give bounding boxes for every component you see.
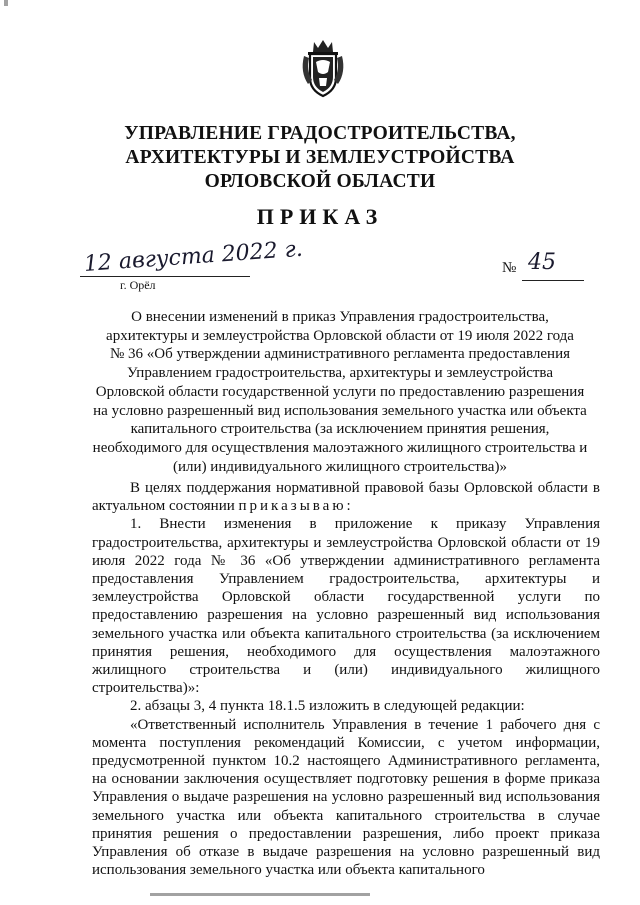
order-body <box>92 479 600 879</box>
city-label: г. Орёл <box>120 278 156 292</box>
item-2-paragraph: 2. абзацы 3, 4 пункта 18.1.5 изложить в следующей редакции: <box>130 698 525 715</box>
subject-line: на условно разрешенный вид использования земельного участка или объекта <box>93 402 587 419</box>
subject-line: № 36 «Об утверждении административного регламента предоставления <box>109 346 570 363</box>
subject-line: (или) индивидуального жилищного строительства)» <box>173 458 507 475</box>
org-line-2: АРХИТЕКТУРЫ И ЗЕМЛЕУСТРОЙСТВА <box>125 147 515 168</box>
subject-line: необходимого для осуществления малоэтажного жилищного строительства и <box>92 439 588 456</box>
quoted-amendment-paragraph: «Ответственный исполнитель Управления в течение 1 рабочего дня с момента поступления рекомендаций Комиссии, с учетом информации, предусмотренной пунктом 10.2 настоящего Административного регламента, на основании заключения осуществляет подготовку решения в форме приказа Управления о выдаче разрешения на условно разрешенный вид использования земельного участка или объекта капитального строительства в случае принятия решения о предоставлении разрешения, либо проект приказа Управления об отказе в выдаче разрешения на условно разрешенный вид использования земельного участка или объекта капитального <box>92 716 600 879</box>
scan-artifact <box>4 0 8 6</box>
intro-text: В целях поддержания нормативной правовой базы Орловской области в актуальном состоянии <box>92 480 600 515</box>
scan-artifact <box>150 893 370 896</box>
order-subject <box>80 308 600 476</box>
subject-line: архитектуры и землеустройства Орловской области от 19 июля 2022 года <box>106 327 574 344</box>
organization-name <box>0 122 640 194</box>
document-type-title: ПРИКАЗ <box>256 204 384 229</box>
order-word: приказываю: <box>238 498 354 515</box>
handwritten-number: 45 <box>528 250 556 275</box>
org-line-3: ОРЛОВСКОЙ ОБЛАСТИ <box>204 171 436 192</box>
number-label: № <box>502 260 517 276</box>
handwritten-date: 12 августа 2022 г. <box>83 236 304 277</box>
org-line-1: УПРАВЛЕНИЕ ГРАДОСТРОИТЕЛЬСТВА, <box>124 123 516 144</box>
date-underline <box>80 276 250 277</box>
coat-of-arms-emblem <box>300 38 346 100</box>
subject-line: Управлением градостроительства, архитектуры и землеустройства <box>127 365 553 382</box>
item-1-paragraph: 1. Внести изменения в приложение к приказу Управления градостроительства, архитектуры и землеустройства Орловской области от 19 июля 2022 года № 36 «Об утверждении административного регламента предоставления Управлением градостроительства, архитектуры и землеустройства Орловской области государственной услуги по предоставлению разрешения на условно разрешенный вид использования земельного участка или объекта капитального строительства (за исключением принятия решения, необходимого для осуществления малоэтажного жилищного строительства и (или) индивидуального жилищного строительства)»: <box>92 516 600 697</box>
subject-line: капитального строительства (за исключением принятия решения, <box>130 421 550 438</box>
subject-line: О внесении изменений в приказ Управления градостроительства, <box>131 309 549 325</box>
number-underline <box>522 280 584 281</box>
intro-paragraph <box>92 479 600 515</box>
subject-line: Орловской области государственной услуги по предоставлению разрешения <box>95 383 585 400</box>
